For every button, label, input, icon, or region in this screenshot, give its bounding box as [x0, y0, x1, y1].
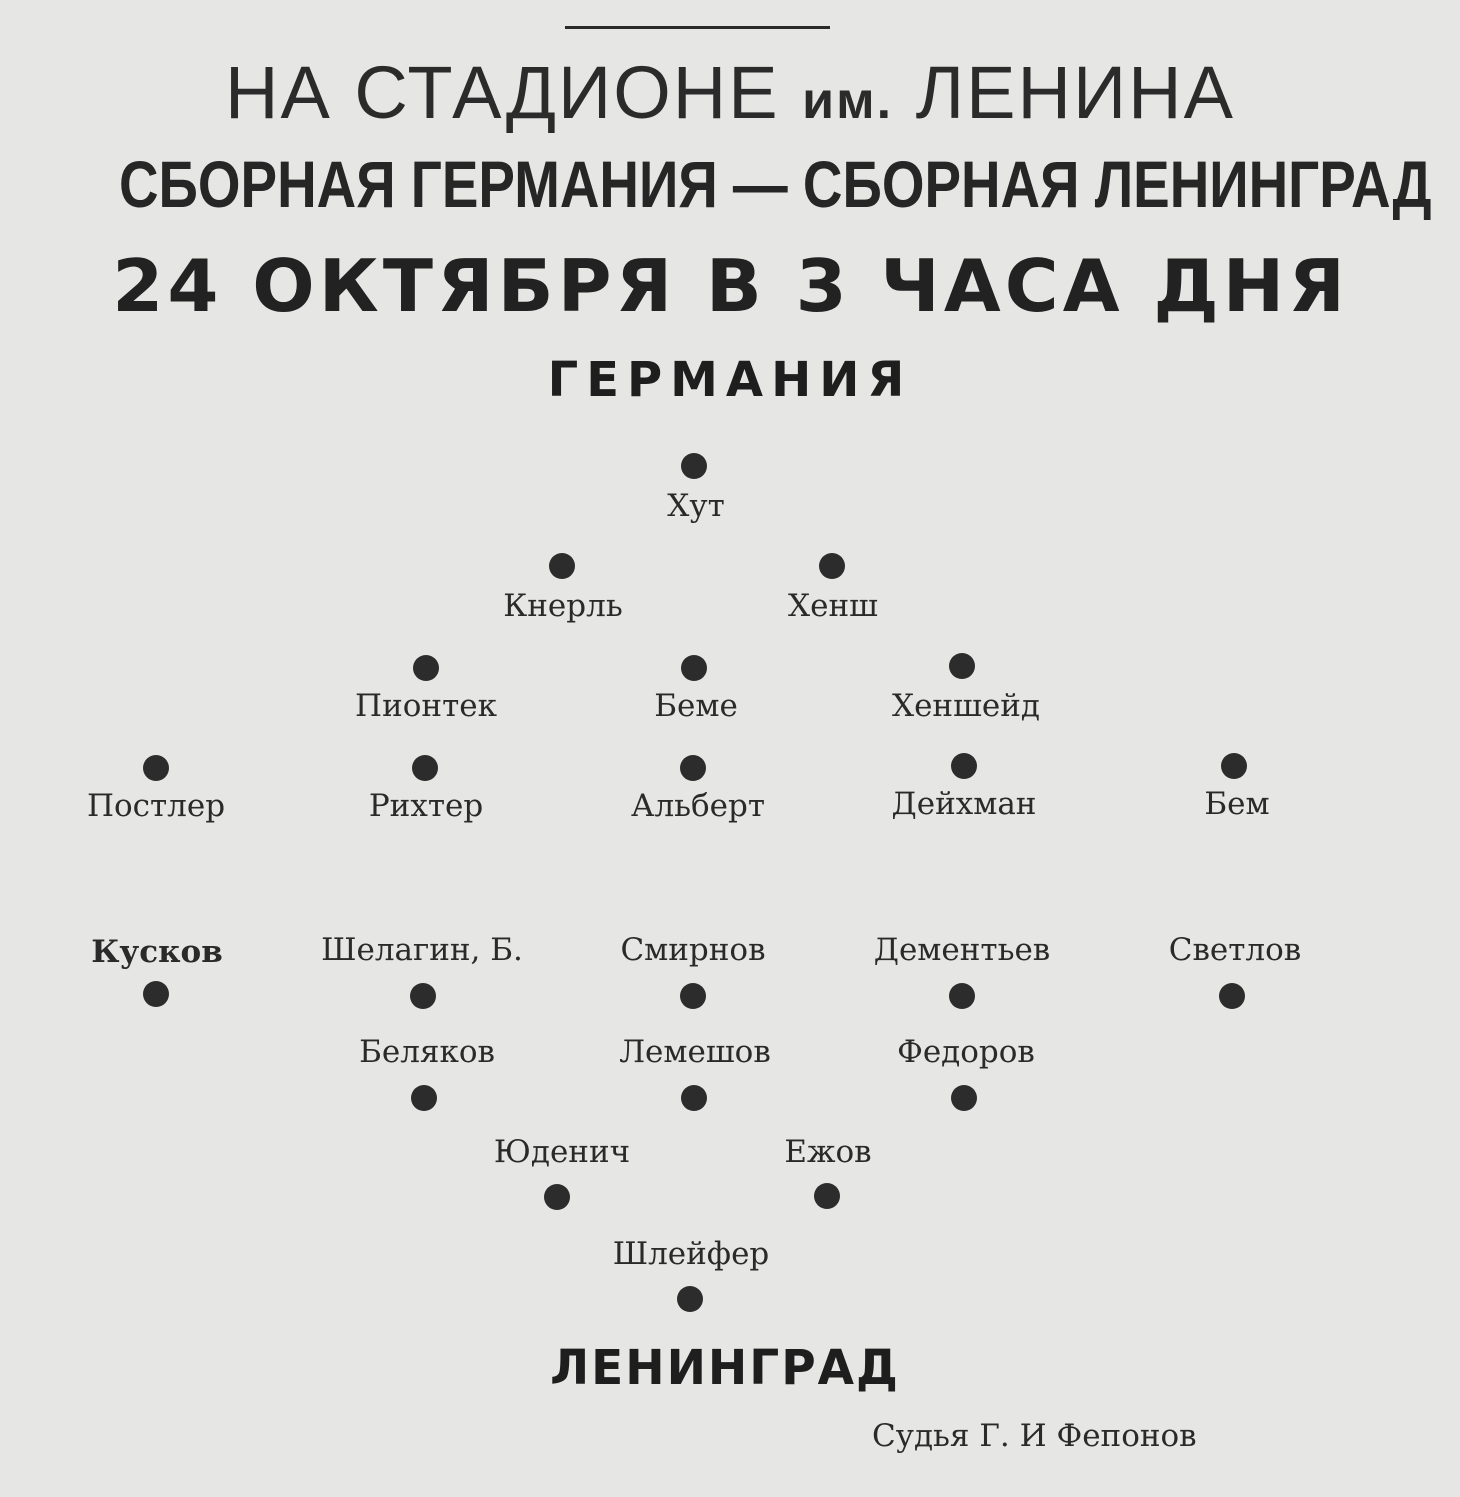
- player-marker: [412, 755, 438, 781]
- player-name-leningrad-forward-2: Шелагин, Б.: [321, 932, 523, 968]
- team-name-germany: ГЕРМАНИЯ: [547, 352, 913, 408]
- player-marker: [143, 755, 169, 781]
- player-marker: [677, 1286, 703, 1312]
- top-rule: [565, 26, 830, 29]
- player-name-leningrad-back-left: Юденич: [493, 1134, 631, 1170]
- player-marker: [681, 655, 707, 681]
- player-marker: [411, 1085, 437, 1111]
- headline-date-time: 24 ОКТЯБРЯ В 3 ЧАСА ДНЯ: [112, 244, 1349, 328]
- player-marker: [143, 981, 169, 1007]
- player-marker: [544, 1184, 570, 1210]
- player-name-germany-forward-1: Постлер: [86, 788, 226, 824]
- headline-match: СБОРНАЯ ГЕРМАНИЯ — СБОРНАЯ ЛЕНИНГРАД: [119, 147, 1432, 221]
- player-marker: [949, 983, 975, 1009]
- player-marker: [680, 983, 706, 1009]
- player-name-germany-forward-2: Рихтер: [368, 788, 484, 824]
- player-marker: [680, 755, 706, 781]
- player-marker: [549, 553, 575, 579]
- player-name-germany-half-center: Беме: [654, 688, 738, 724]
- player-marker: [681, 453, 707, 479]
- player-name-leningrad-goalkeeper: Шлейфер: [612, 1236, 770, 1272]
- player-name-germany-forward-3: Альберт: [630, 788, 766, 824]
- player-name-germany-forward-5: Бем: [1204, 786, 1270, 822]
- player-marker: [410, 983, 436, 1009]
- player-marker: [951, 1085, 977, 1111]
- player-name-leningrad-forward-3: Смирнов: [620, 932, 766, 968]
- player-marker: [413, 655, 439, 681]
- player-marker: [949, 653, 975, 679]
- player-marker: [1219, 983, 1245, 1009]
- headline-stadium-part1: НА СТАДИОНЕ: [225, 51, 780, 134]
- player-name-leningrad-back-right: Ежов: [784, 1134, 872, 1170]
- player-name-germany-forward-4: Дейхман: [891, 786, 1037, 822]
- player-name-leningrad-half-right: Федоров: [897, 1034, 1035, 1070]
- player-marker: [951, 753, 977, 779]
- player-name-leningrad-half-center: Лемешов: [619, 1034, 771, 1070]
- player-marker: [1221, 753, 1247, 779]
- player-name-leningrad-forward-5: Светлов: [1168, 932, 1302, 968]
- player-name-germany-half-right: Хеншейд: [892, 688, 1040, 724]
- player-marker: [819, 553, 845, 579]
- player-name-leningrad-forward-4: Дементьев: [873, 932, 1051, 968]
- player-name-leningrad-forward-1: Кусков: [91, 934, 223, 970]
- referee-credit: Судья Г. И Фепонов: [872, 1418, 1197, 1454]
- headline-stadium: [0, 50, 1460, 135]
- player-marker: [814, 1183, 840, 1209]
- team-name-leningrad: ЛЕНИНГРАД: [550, 1340, 900, 1396]
- player-name-germany-back-right: Хенш: [788, 588, 878, 624]
- player-name-leningrad-half-left: Беляков: [359, 1034, 495, 1070]
- player-name-germany-goalkeeper: Хут: [667, 488, 725, 524]
- player-name-germany-back-left: Кнерль: [503, 588, 623, 624]
- player-name-germany-half-left: Пионтек: [355, 688, 497, 724]
- player-marker: [681, 1085, 707, 1111]
- headline-stadium-abbrev: им.: [802, 72, 894, 130]
- headline-stadium-part2: ЛЕНИНА: [915, 51, 1235, 134]
